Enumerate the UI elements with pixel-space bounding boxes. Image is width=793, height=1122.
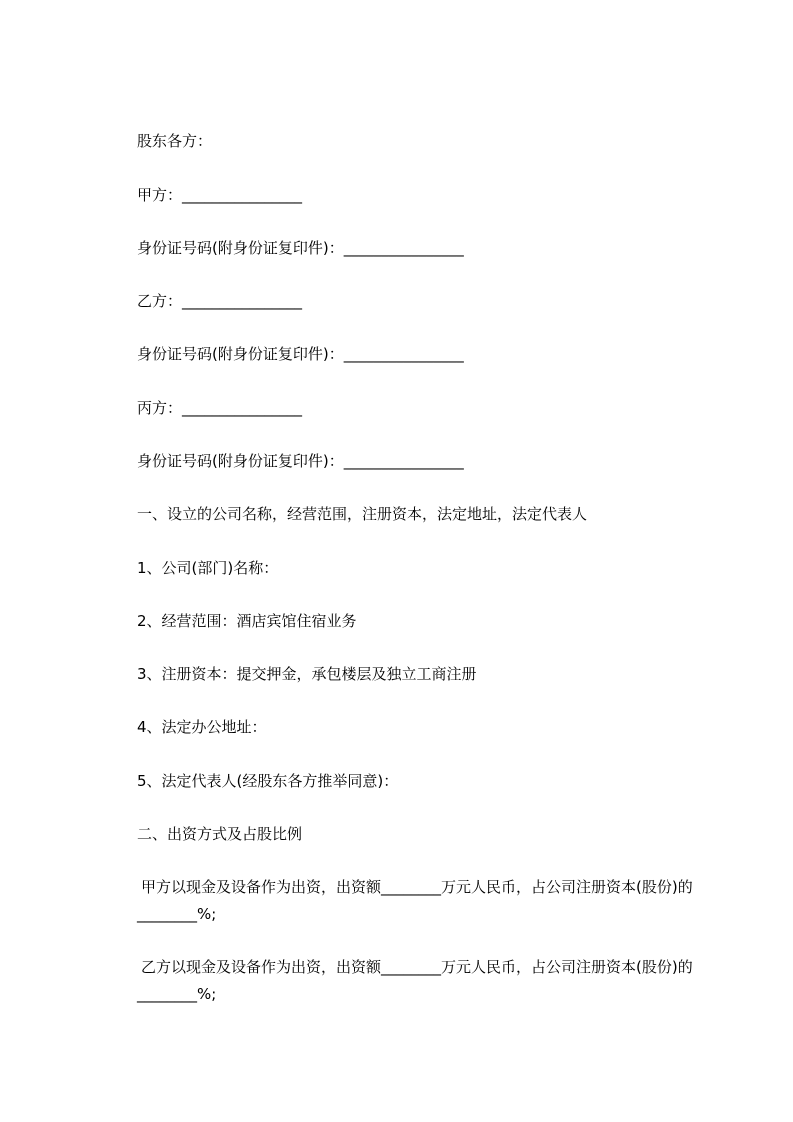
item-4-office-address: 4、法定办公地址： <box>137 718 267 736</box>
party-a-contribution-paragraph: 甲方以现金及设备作为出资，出资额________万元人民币，占公司注册资本(股份)的________%; <box>137 878 693 923</box>
party-c-id-line: 身份证号码(附身份证复印件)：________________ <box>137 452 464 470</box>
item-3-registered-capital: 3、注册资本：提交押金，承包楼层及独立工商注册 <box>137 665 477 683</box>
party-a-id-line: 身份证号码(附身份证复印件)：________________ <box>137 239 464 257</box>
party-a-line: 甲方：________________ <box>137 186 303 204</box>
item-5-legal-representative: 5、法定代表人(经股东各方推举同意)： <box>137 772 399 790</box>
party-b-contribution-paragraph: 乙方以现金及设备作为出资，出资额________万元人民币，占公司注册资本(股份)的________%; <box>137 958 693 1003</box>
item-1-company-name: 1、公司(部门)名称： <box>137 559 279 577</box>
party-b-line: 乙方：________________ <box>137 292 303 310</box>
section-1-heading: 一、设立的公司名称，经营范围，注册资本，法定地址，法定代表人 <box>137 505 588 523</box>
party-c-line: 丙方：________________ <box>137 399 303 417</box>
shareholders-heading: 股东各方： <box>137 132 213 150</box>
section-2-heading: 二、出资方式及占股比例 <box>137 825 303 843</box>
party-b-id-line: 身份证号码(附身份证复印件)：________________ <box>137 345 464 363</box>
item-2-business-scope: 2、经营范围：酒店宾馆住宿业务 <box>137 612 357 630</box>
